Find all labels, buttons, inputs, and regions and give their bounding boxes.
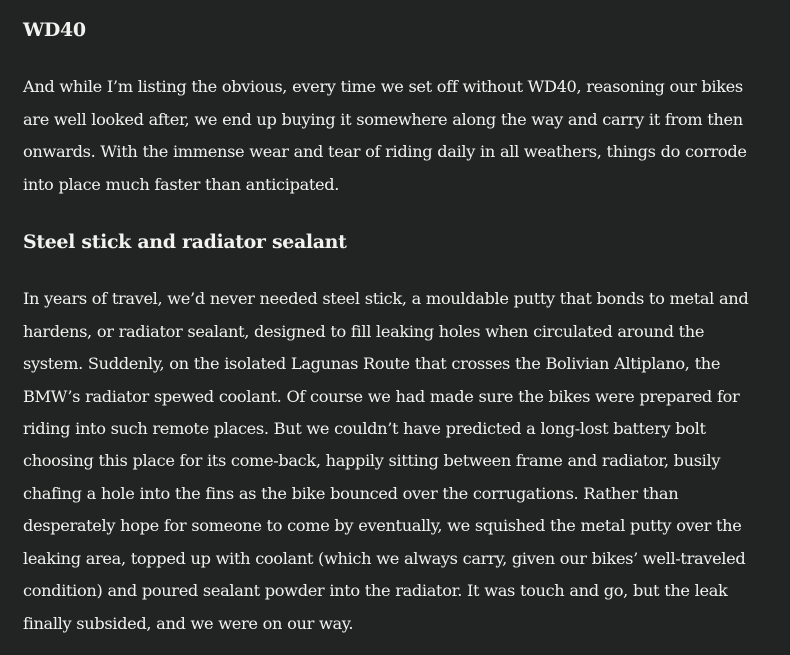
section-heading-wd40: WD40 <box>23 19 86 41</box>
paragraph-steel-stick: In years of travel, we’d never needed steel stick, a mouldable putty that bonds to metal and hardens, or radiator sealant, designed to fill leaking holes when circulated around the system. Suddenly, on the isolated Lagunas Route that crosses the Bolivian Altiplano, the BMW’s radiator spewed coolant. Of course we had made sure the bikes were prepared for riding into such remote places. But we couldn’t have predicted a long-lost battery bolt choosing this place for its come-back, happily sitting between frame and radiator, busily chafing a hole into the fins as the bike bounced over the corrugations. Rather than desperately hope for someone to come by eventually, we squished the metal putty over the leaking area, topped up with coolant (which we always carry, given our bikes’ well-traveled condition) and poured sealant powder into the radiator. It was touch and go, but the leak finally subsided, and we were on our way. <box>23 289 749 633</box>
paragraph-wd40: And while I’m listing the obvious, every time we set off without WD40, reasoning our bikes are well looked after, we end up buying it somewhere along the way and carry it from then onwards. With the immense wear and tear of riding daily in all weathers, things do corrode into place much faster than anticipated. <box>23 77 747 194</box>
section-heading-steel-stick: Steel stick and radiator sealant <box>23 231 347 254</box>
